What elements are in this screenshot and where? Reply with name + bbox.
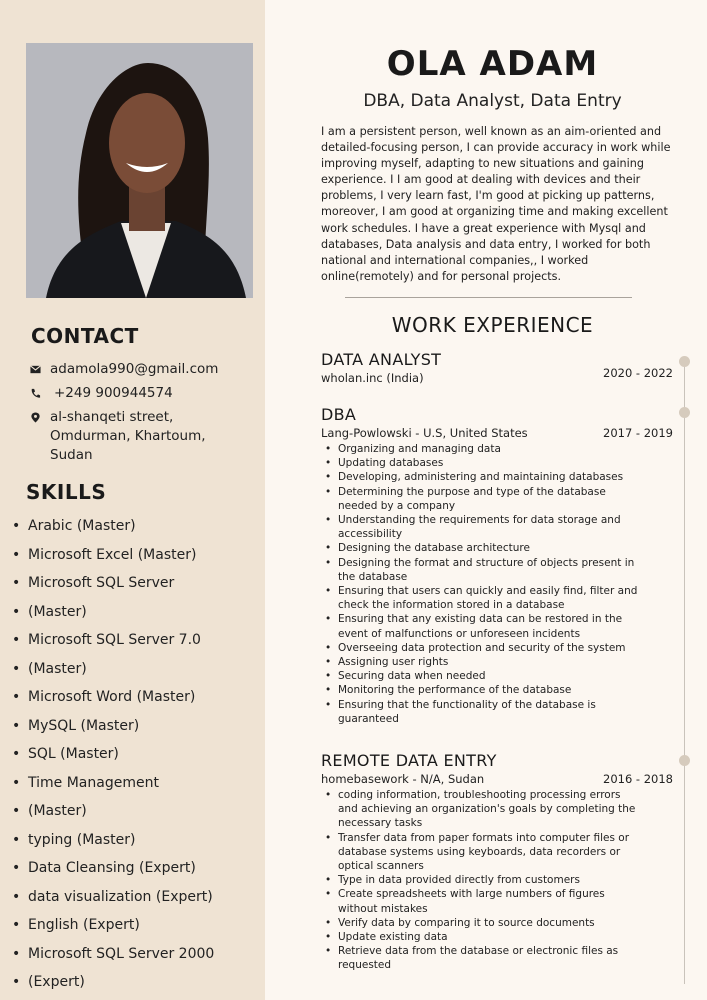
duty-item: • Ensuring that the functionality of the database is guaranteed xyxy=(321,698,641,726)
location-pin-icon xyxy=(30,412,41,423)
phone-text: +249 900944574 xyxy=(54,385,173,401)
skill-item: • Data Cleansing (Expert) xyxy=(12,854,262,883)
job-entry xyxy=(321,405,673,726)
skill-item: • English (Expert) xyxy=(12,911,262,940)
envelope-icon xyxy=(30,364,41,375)
email-text: adamola990@gmail.com xyxy=(50,361,219,377)
address-line-1: al-shanqeti street, xyxy=(50,409,174,425)
job-title: REMOTE DATA ENTRY xyxy=(321,751,497,770)
person-name: OLA ADAM xyxy=(386,44,599,84)
skill-item: • typing (Master) xyxy=(12,826,262,855)
skill-item: • data visualization (Expert) xyxy=(12,883,262,912)
duty-item: • Designing the database architecture xyxy=(321,541,641,555)
contact-heading: CONTACT xyxy=(31,324,139,348)
duty-item: • Retrieve data from the database or electronic files as requested xyxy=(321,944,641,972)
contact-email[interactable] xyxy=(30,360,260,379)
duty-item: • Create spreadsheets with large numbers of figures without mistakes xyxy=(321,887,641,915)
skill-item: • (Expert) xyxy=(12,968,262,997)
section-divider xyxy=(345,297,632,298)
skill-item: • Microsoft SQL Server 2000 xyxy=(12,940,262,969)
duty-item: • Ensuring that any existing data can be restored in the event of malfunctions or unforeseen incidents xyxy=(321,612,641,640)
contact-phone[interactable] xyxy=(30,384,260,403)
skill-item: • (Master) xyxy=(12,655,262,684)
job-title: DATA ANALYST xyxy=(321,350,442,369)
main-content xyxy=(265,0,707,1000)
skills-heading: SKILLS xyxy=(26,480,107,504)
job-years: 2020 - 2022 xyxy=(603,366,673,380)
timeline-dot xyxy=(679,755,690,766)
job-duties xyxy=(321,442,673,726)
sidebar xyxy=(0,0,265,1000)
duty-item: • Verify data by comparing it to source documents xyxy=(321,916,641,930)
skill-item: • Microsoft SQL Server xyxy=(12,569,262,598)
skill-item: • SQL (Master) xyxy=(12,740,262,769)
address-line-3: Sudan xyxy=(50,447,93,463)
duty-item: • Assigning user rights xyxy=(321,655,641,669)
duty-item: • Determining the purpose and type of the database needed by a company xyxy=(321,485,641,513)
duty-item: • Type in data provided directly from customers xyxy=(321,873,641,887)
contact-address xyxy=(30,408,260,465)
job-entry xyxy=(321,350,673,385)
timeline-dot xyxy=(679,356,690,367)
duty-item: • Organizing and managing data xyxy=(321,442,641,456)
duty-item: • Understanding the requirements for data storage and accessibility xyxy=(321,513,641,541)
skill-item: • MySQL (Master) xyxy=(12,712,262,741)
duty-item: • Developing, administering and maintaining databases xyxy=(321,470,641,484)
job-entry xyxy=(321,751,673,973)
job-meta xyxy=(321,426,673,440)
duty-item: • Designing the format and structure of objects present in the database xyxy=(321,556,641,584)
skill-item: • Microsoft SQL Server 7.0 xyxy=(12,626,262,655)
job-title: DBA xyxy=(321,405,357,424)
profile-photo xyxy=(26,43,253,298)
duty-item: • Ensuring that users can quickly and easily find, filter and check the information stored in a database xyxy=(321,584,641,612)
skill-item: • (Master) xyxy=(12,797,262,826)
contact-list xyxy=(30,360,260,465)
profile-summary: I am a persistent person, well known as an aim-oriented and detailed-focusing person, I can provide accuracy in work while improving myself, adapting to new situations and gaining experience. I I am good at dealing with devices and their problems, I very learn fast, I'm good at picking up patterns, moreover, I am good at organizing time and making excellent work schedules. I have a great experience with Mysql and databases, Data analysis and data entry, I worked for both national and international companies,, I worked online(remotely) and for personal projects. xyxy=(321,125,671,283)
timeline-dot xyxy=(679,407,690,418)
skill-item: • Time Management xyxy=(12,769,262,798)
skill-item: • Arabic (Master) xyxy=(12,512,262,541)
timeline-line xyxy=(684,362,685,984)
address-line-2: Omdurman, Khartoum, xyxy=(50,428,206,444)
job-meta xyxy=(321,366,673,385)
job-years: 2017 - 2019 xyxy=(603,426,673,440)
work-experience-heading: WORK EXPERIENCE xyxy=(391,313,594,337)
duty-item: • Monitoring the performance of the database xyxy=(321,683,641,697)
duty-item: • Securing data when needed xyxy=(321,669,641,683)
duty-item: • Transfer data from paper formats into computer files or database systems using keyboards, data recorders or optical scanners xyxy=(321,831,641,874)
skill-item: • Microsoft Word (Master) xyxy=(12,683,262,712)
job-years: 2016 - 2018 xyxy=(603,772,673,786)
skills-list xyxy=(12,512,262,997)
job-company: Lang-Powlowski - U.S, United States xyxy=(321,426,528,440)
duty-item: • Update existing data xyxy=(321,930,641,944)
duty-item: • Updating databases xyxy=(321,456,641,470)
phone-icon xyxy=(30,388,41,399)
job-company: wholan.inc (India) xyxy=(321,371,424,385)
job-duties xyxy=(321,788,673,973)
duty-item: • coding information, troubleshooting processing errors and achieving an organization's goals by completing the necessary tasks xyxy=(321,788,641,831)
skill-item: • Microsoft Excel (Master) xyxy=(12,541,262,570)
person-role: DBA, Data Analyst, Data Entry xyxy=(363,91,622,111)
duty-item: • Overseeing data protection and security of the system xyxy=(321,641,641,655)
skill-item: • (Master) xyxy=(12,598,262,627)
job-meta xyxy=(321,772,673,786)
job-company: homebasework - N/A, Sudan xyxy=(321,772,485,786)
